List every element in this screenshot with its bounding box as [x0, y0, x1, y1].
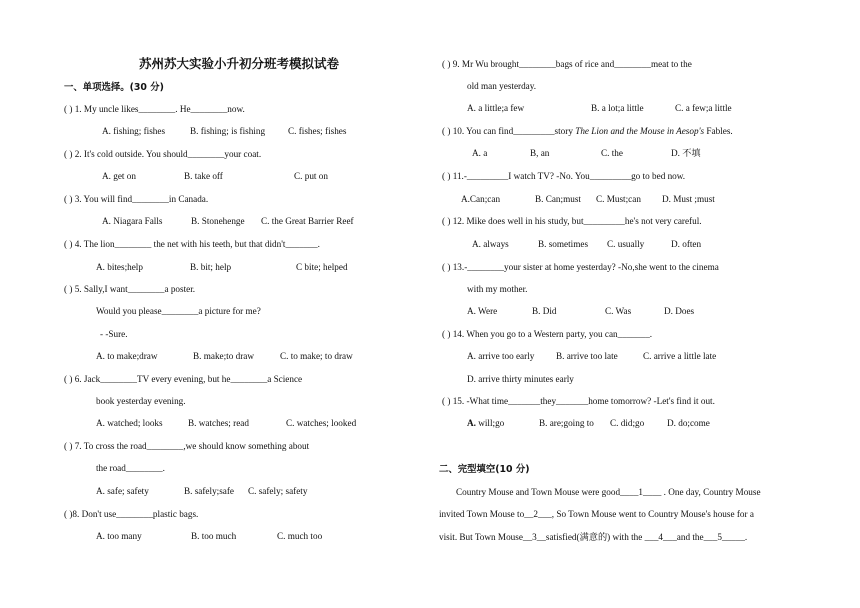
question-12-stem: ( ) 12. Mike does well in his study, but_________he's not very careful. [442, 216, 702, 226]
question-1-option-c: C. fishes; fishes [288, 126, 347, 136]
question-8-option-c: C. much too [277, 531, 323, 541]
page-title: 苏州苏大实验小升初分班考模拟试卷 [139, 56, 340, 71]
question-8-option-a: A. too many [96, 531, 142, 541]
cloze-line-3: visit. But Town Mouse__3__satisfied(满意的) with the ___4___and the___5_____. [439, 532, 748, 542]
question-4-option-a: A. bites;help [96, 262, 143, 272]
question-14-option-a: A. arrive too early [467, 351, 535, 361]
question-3-option-b: B. Stonehenge [191, 216, 245, 226]
question-3-option-c: C. the Great Barrier Reef [261, 216, 354, 226]
question-5-option-b: B. make;to draw [193, 351, 254, 361]
question-12-option-b: B. sometimes [538, 239, 589, 249]
question-10-stem-text: ( ) 10. You can find_________story [442, 126, 576, 136]
question-15-option-c: C. did;go [610, 418, 645, 428]
question-5-option-c: C. to make; to draw [280, 351, 353, 361]
question-14-option-b: B. arrive too late [556, 351, 618, 361]
question-10-option-d: D. 不填 [671, 148, 701, 158]
question-10-option-a: A. a [472, 148, 488, 158]
question-6-option-c: C. watches; looked [286, 418, 357, 428]
question-11-option-b: B. Can;must [535, 194, 581, 204]
question-1-option-b: B. fishing; is fishing [190, 126, 266, 136]
question-10-story-title: The Lion and the Mouse in Aesop's [575, 126, 705, 136]
question-9-option-a: A. a little;a few [467, 103, 525, 113]
question-7-option-c: C. safely; safety [248, 486, 308, 496]
question-7-option-a: A. safe; safety [96, 486, 149, 496]
question-5-stem: ( ) 5. Sally,I want________a poster. [64, 284, 196, 294]
question-13-option-d: D. Does [664, 306, 695, 316]
question-6-line-2: book yesterday evening. [96, 396, 186, 406]
question-11-option-a: A.Can;can [461, 194, 501, 204]
question-8-option-b: B. too much [191, 531, 237, 541]
question-15-option-a [467, 418, 504, 429]
question-9-stem: ( ) 9. Mr Wu brought________bags of rice and________meat to the [442, 59, 692, 69]
question-11-stem: ( ) 11.-_________I watch TV? -No. You_________go to bed now. [442, 171, 686, 181]
question-14-option-c: C. arrive a little late [643, 351, 717, 361]
question-6-option-a: A. watched; looks [96, 418, 163, 428]
question-8-stem: ( )8. Don't use________plastic bags. [64, 509, 199, 519]
question-10-option-c: C. the [601, 148, 623, 158]
question-10-stem [442, 126, 733, 137]
question-10-stem-end: Fables. [704, 126, 733, 136]
question-6-option-b: B. watches; read [188, 418, 249, 428]
question-5-line-2: Would you please________a picture for me? [96, 306, 261, 316]
question-2-option-b: B. take off [184, 171, 223, 181]
question-3-stem: ( ) 3. You will find________in Canada. [64, 194, 209, 204]
cloze-line-2: invited Town Mouse to__2___, So Town Mouse went to Country Mouse's house for a [439, 509, 754, 519]
question-13-option-a: A. Were [467, 306, 498, 316]
question-13-option-b: B. Did [532, 306, 557, 316]
question-6-stem: ( ) 6. Jack________TV every evening, but he________a Science [64, 374, 303, 384]
question-2-stem: ( ) 2. It's cold outside. You should________your coat. [64, 149, 262, 159]
question-15-option-a-letter: A. [467, 418, 476, 428]
section-heading-cloze: 二、完型填空(10 分) [439, 464, 530, 475]
question-14-option-d: D. arrive thirty minutes early [467, 374, 574, 384]
section-heading-multiple-choice: 一、单项选择。(30 分) [64, 82, 164, 93]
question-9-option-c: C. a few;a little [675, 103, 732, 113]
question-5-option-a: A. to make;draw [96, 351, 158, 361]
question-12-option-c: C. usually [607, 239, 645, 249]
cloze-line-1: Country Mouse and Town Mouse were good____1____ . One day, Country Mouse [456, 487, 761, 497]
question-10-option-b: B, an [530, 148, 550, 158]
question-15-stem: ( ) 15. -What time_______they_______home tomorrow? -Let's find it out. [442, 396, 715, 406]
question-12-option-d: D. often [671, 239, 702, 249]
question-4-option-c: C bite; helped [296, 262, 348, 272]
question-7-option-b: B. safely;safe [184, 486, 235, 496]
question-13-stem: ( ) 13.-________your sister at home yesterday? -No,she went to the cinema [442, 262, 719, 272]
question-2-option-a: A. get on [102, 171, 136, 181]
question-15-option-b: B. are;going to [539, 418, 594, 428]
question-1-option-a: A. fishing; fishes [102, 126, 166, 136]
question-4-stem: ( ) 4. The lion________ the net with his teeth, but that didn't_______. [64, 239, 320, 249]
question-4-option-b: B. bit; help [190, 262, 232, 272]
question-7-line-2: the road________. [96, 463, 165, 473]
question-5-line-3: - -Sure. [100, 329, 128, 339]
question-7-stem: ( ) 7. To cross the road________,we should know something about [64, 441, 310, 451]
question-13-option-c: C. Was [605, 306, 632, 316]
question-15-option-d: D. do;come [667, 418, 710, 428]
question-14-stem: ( ) 14. When you go to a Western party, you can_______. [442, 329, 653, 339]
question-11-option-d: D. Must ;must [662, 194, 715, 204]
question-15-option-a-text: will;go [475, 418, 505, 428]
question-13-line-2: with my mother. [467, 284, 528, 294]
question-9-line-2: old man yesterday. [467, 81, 537, 91]
question-12-option-a: A. always [472, 239, 509, 249]
question-2-option-c: C. put on [294, 171, 328, 181]
question-1-stem: ( ) 1. My uncle likes________. He________now. [64, 104, 245, 114]
question-9-option-b: B. a lot;a little [591, 103, 644, 113]
question-11-option-c: C. Must;can [596, 194, 641, 204]
question-3-option-a: A. Niagara Falls [102, 216, 163, 226]
